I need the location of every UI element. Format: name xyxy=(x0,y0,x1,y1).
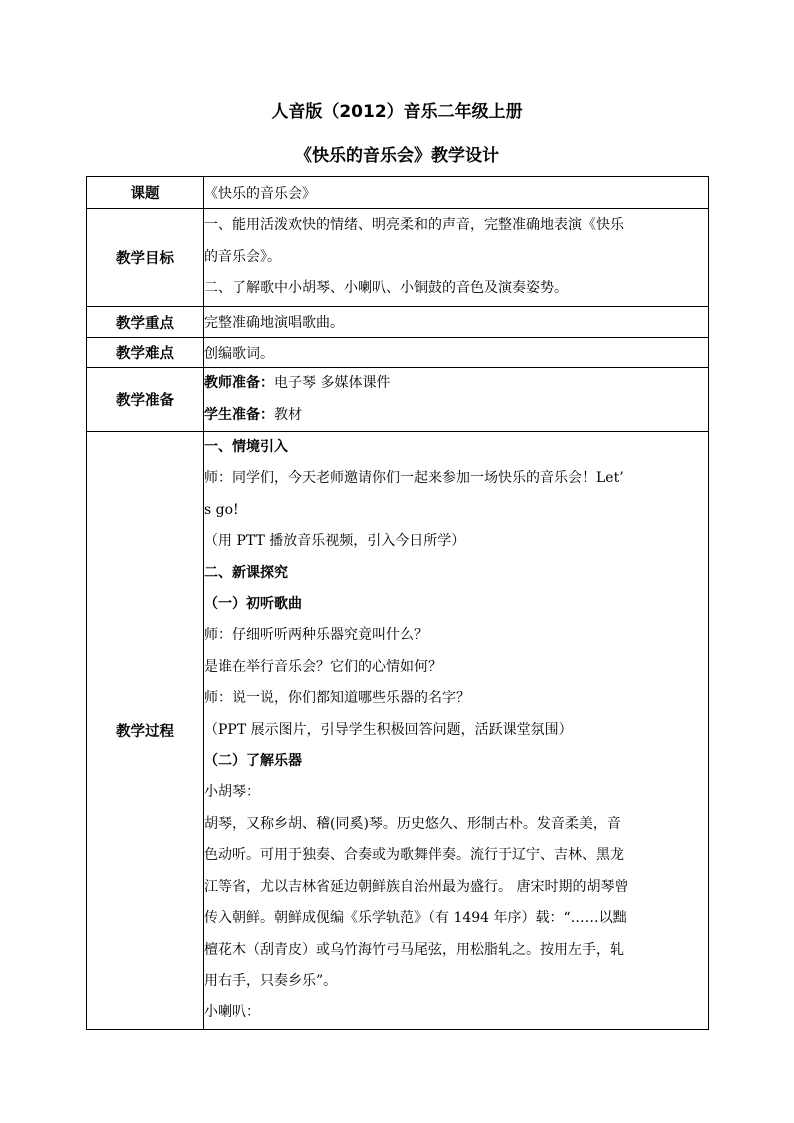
instrument-label: 小喇叭： xyxy=(204,1004,260,1021)
row-preparation xyxy=(87,368,709,432)
student-preparation-value: 教材 xyxy=(274,406,302,423)
label-process: 教学过程 xyxy=(87,432,204,1030)
huqin-paragraph-line: 江等省，尤以吉林省延边朝鲜族自治州最为盛行。 唐宋时期的胡琴曾 xyxy=(204,878,629,895)
value-topic: 《快乐的音乐会》 xyxy=(204,177,709,209)
row-goals xyxy=(87,209,709,307)
process-line: s go! xyxy=(204,501,239,518)
document-title-line2: 《快乐的音乐会》教学设计 xyxy=(295,146,499,166)
huqin-paragraph-line: 檀花木（刮青皮）或乌竹海竹弓马尾弦，用松脂轧之。按用左手，轧 xyxy=(204,941,624,958)
value-difficulty: 创编歌词。 xyxy=(204,338,709,368)
process-line: （用 PTT 播放音乐视频，引入今日所学） xyxy=(204,533,466,550)
goals-line: 二、了解歌中小胡琴、小喇叭、小铜鼓的音色及演奏姿势。 xyxy=(204,280,568,297)
value-goals xyxy=(204,209,709,307)
section-heading: 二、新课探究 xyxy=(204,564,288,581)
label-preparation: 教学准备 xyxy=(87,368,204,432)
student-preparation xyxy=(204,400,708,431)
value-preparation xyxy=(204,368,709,432)
process-line: 是谁在举行音乐会？它们的心情如何？ xyxy=(204,658,442,675)
huqin-paragraph-line: 色动听。可用于独奏、合奏或为歌舞伴奏。流行于辽宁、吉林、黑龙 xyxy=(204,847,624,864)
value-process xyxy=(204,432,709,1030)
huqin-paragraph-line: 传入朝鲜。朝鲜成伣编《乐学轨范》（有 1494 年序）载：“……以黜 xyxy=(204,910,627,927)
value-key-point: 完整准确地演唱歌曲。 xyxy=(204,307,709,338)
huqin-paragraph-line: 用右手，只奏乡乐”。 xyxy=(204,972,338,989)
huqin-paragraph-line: 胡琴，又称乡胡、稽(同奚)琴。历史悠久、形制古朴。发音柔美，音 xyxy=(204,815,621,832)
teacher-preparation-label: 教师准备： xyxy=(204,375,274,392)
row-key-point xyxy=(87,307,709,338)
goals-line: 的音乐会》。 xyxy=(204,248,281,265)
label-difficulty: 教学难点 xyxy=(87,338,204,368)
row-difficulty xyxy=(87,338,709,368)
goals-line: 一、能用活泼欢快的情绪、明亮柔和的声音，完整准确地表演《快乐 xyxy=(204,217,624,234)
teacher-preparation xyxy=(204,368,708,399)
row-topic xyxy=(87,177,709,209)
row-process xyxy=(87,432,709,1030)
label-goals: 教学目标 xyxy=(87,209,204,307)
label-key-point: 教学重点 xyxy=(87,307,204,338)
subsection-heading: （二）了解乐器 xyxy=(204,753,302,770)
process-line: 师：仔细听听两种乐器究竟叫什么？ xyxy=(204,627,428,644)
label-topic: 课题 xyxy=(87,177,204,209)
process-line: 师：同学们，今天老师邀请你们一起来参加一场快乐的音乐会！Let’ xyxy=(204,470,624,487)
subsection-heading: （一）初听歌曲 xyxy=(204,596,302,613)
process-line: 师：说一说，你们都知道哪些乐器的名字？ xyxy=(204,690,470,707)
student-preparation-label: 学生准备： xyxy=(204,406,274,423)
teacher-preparation-value: 电子琴 多媒体课件 xyxy=(274,375,391,392)
document-title-line1: 人音版（2012）音乐二年级上册 xyxy=(271,102,523,122)
section-heading: 一、情境引入 xyxy=(204,439,288,455)
lesson-plan-table xyxy=(86,176,709,1030)
process-line: （PPT 展示图片，引导学生积极回答问题，活跃课堂氛围） xyxy=(204,721,573,738)
instrument-label: 小胡琴： xyxy=(204,784,260,801)
